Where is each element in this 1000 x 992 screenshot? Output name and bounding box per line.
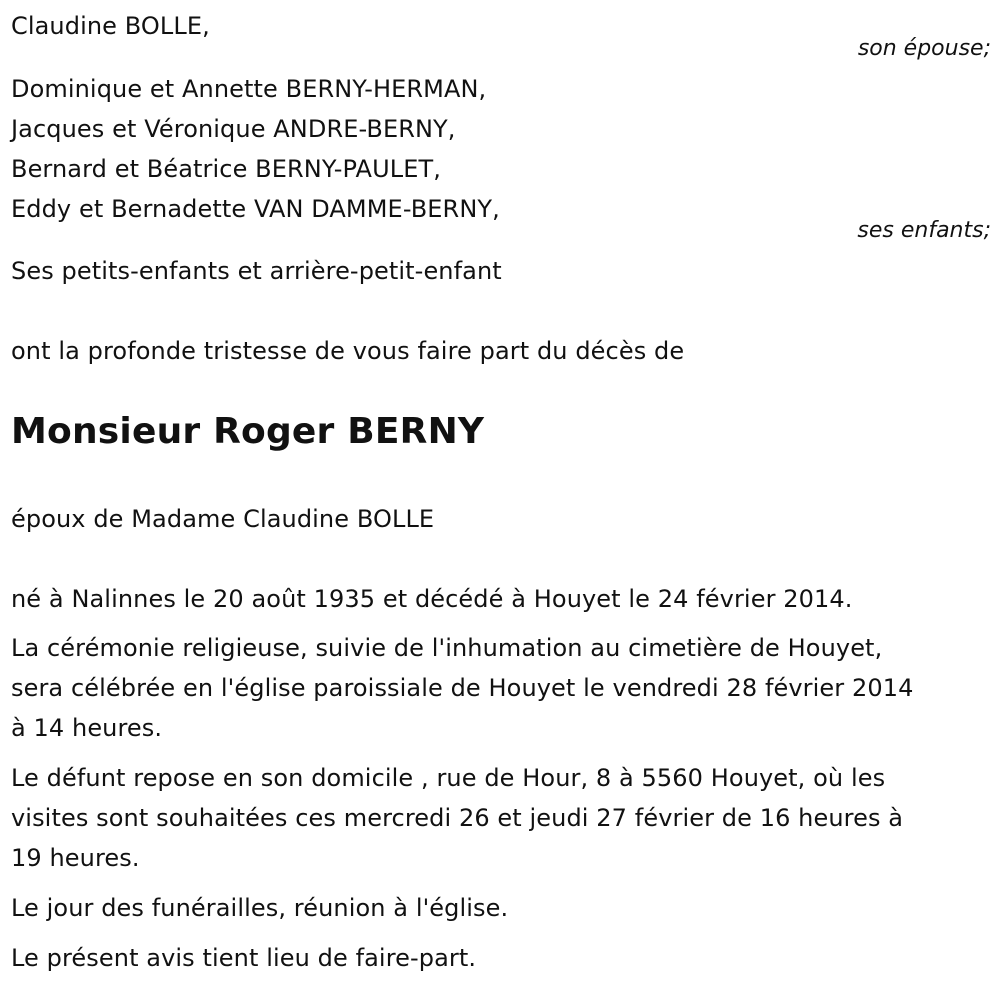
visitation-line-2: visites sont souhaitées ces mercredi 26 et jeudi 27 février de 16 heures à bbox=[11, 804, 904, 832]
children-role: ses enfants; bbox=[857, 218, 991, 243]
obituary-notice bbox=[11, 0, 991, 992]
visitation-line-3: 19 heures. bbox=[11, 844, 140, 872]
deceased-name: Monsieur Roger BERNY bbox=[11, 411, 485, 452]
deceased-spouse-line: époux de Madame Claudine BOLLE bbox=[11, 505, 435, 533]
announcement-line: ont la profonde tristesse de vous faire part du décès de bbox=[11, 337, 685, 365]
spouse-role: son épouse; bbox=[857, 36, 991, 61]
visitation-line-1: Le défunt repose en son domicile , rue de Hour, 8 à 5560 Houyet, où les bbox=[11, 764, 886, 792]
funeral-day-line: Le jour des funérailles, réunion à l'église. bbox=[11, 894, 509, 922]
ceremony-line-2: sera célébrée en l'église paroissiale de Houyet le vendredi 28 février 2014 bbox=[11, 674, 914, 702]
child-family-3: Bernard et Béatrice BERNY-PAULET, bbox=[11, 155, 441, 183]
child-family-4: Eddy et Bernadette VAN DAMME-BERNY, bbox=[11, 195, 500, 223]
spouse-name: Claudine BOLLE, bbox=[11, 12, 210, 40]
child-family-2: Jacques et Véronique ANDRE-BERNY, bbox=[11, 115, 456, 143]
child-family-1: Dominique et Annette BERNY-HERMAN, bbox=[11, 75, 487, 103]
ceremony-line-1: La cérémonie religieuse, suivie de l'inhumation au cimetière de Houyet, bbox=[11, 634, 883, 662]
ceremony-line-3: à 14 heures. bbox=[11, 714, 163, 742]
notice-line: Le présent avis tient lieu de faire-part. bbox=[11, 944, 477, 972]
birth-death-line: né à Nalinnes le 20 août 1935 et décédé à Houyet le 24 février 2014. bbox=[11, 585, 853, 613]
grandchildren-line: Ses petits-enfants et arrière-petit-enfant bbox=[11, 257, 502, 285]
